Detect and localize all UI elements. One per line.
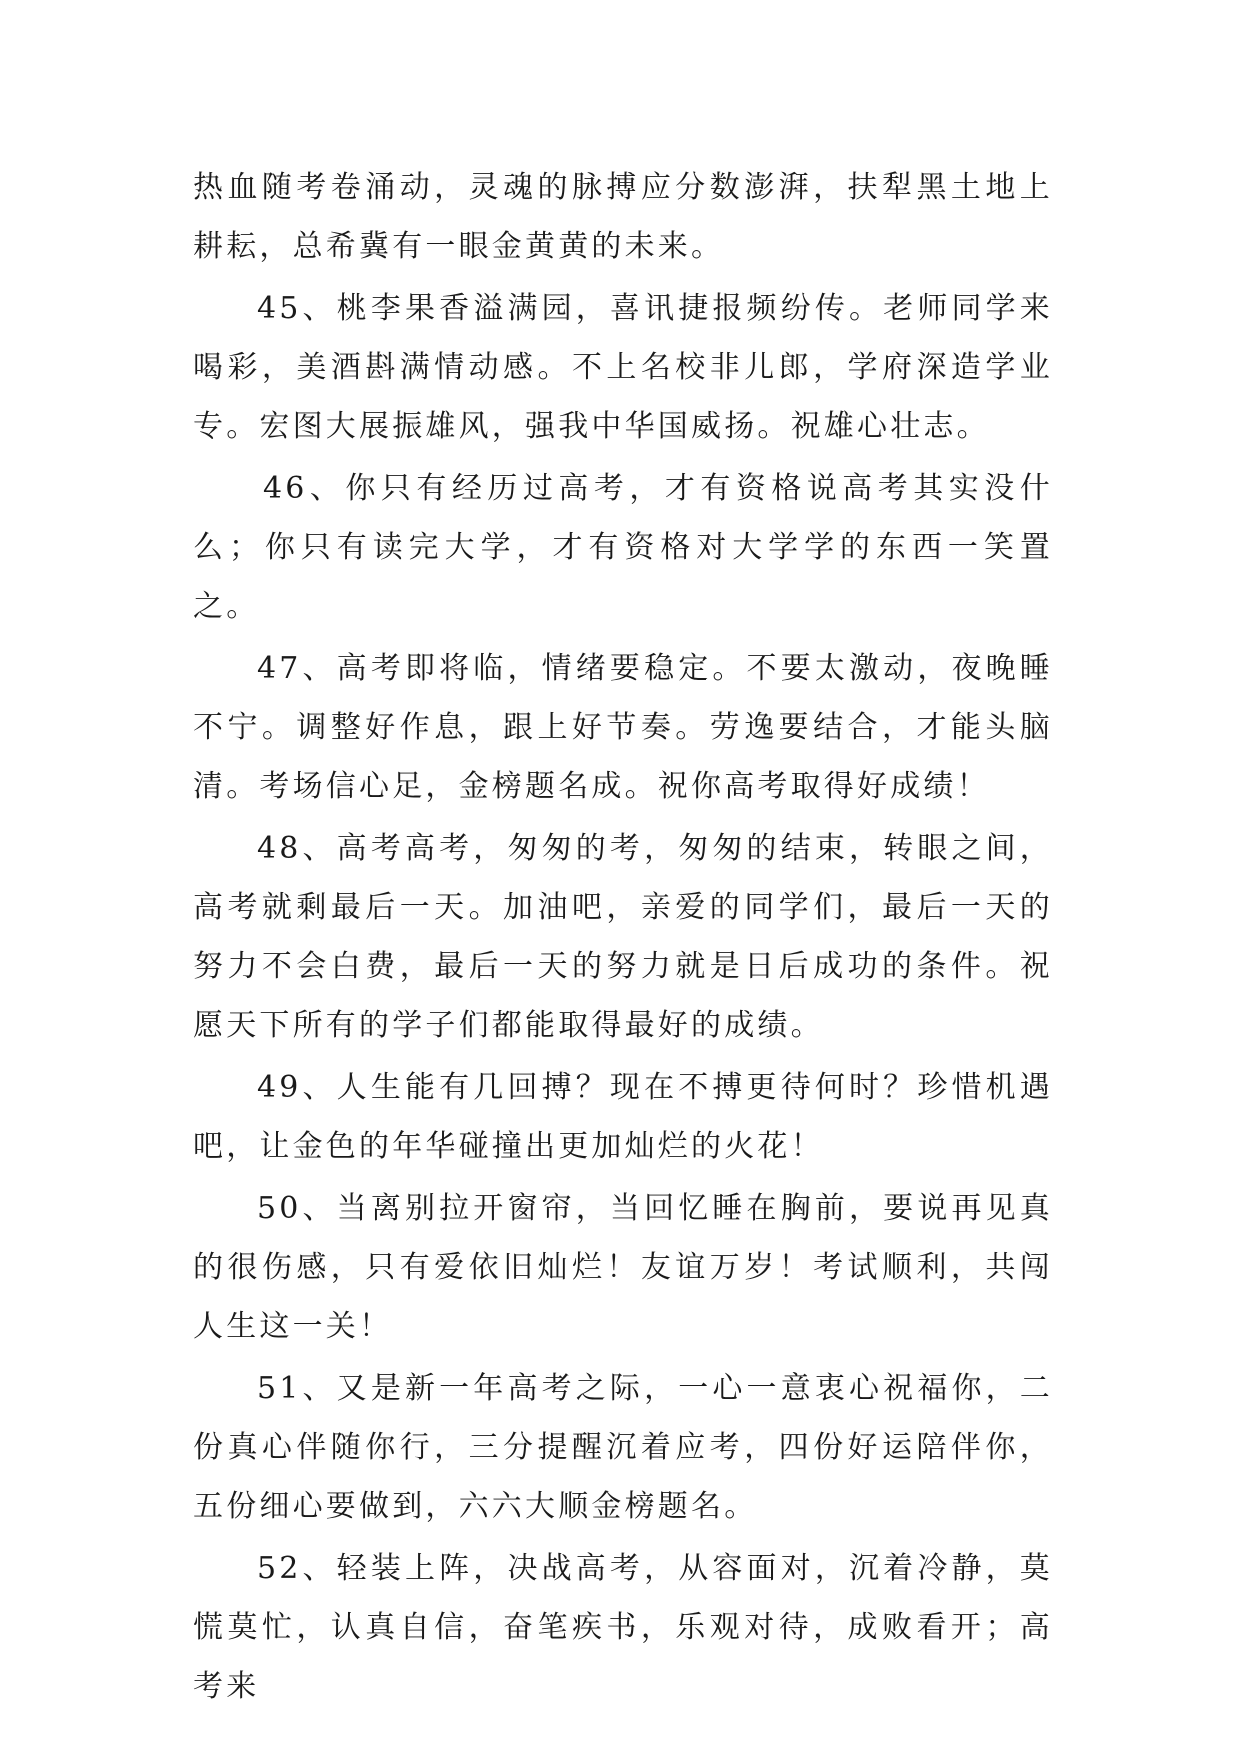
paragraph-continued: 热血随考卷涌动，灵魂的脉搏应分数澎湃，扶犁黑土地上耕耘，总希冀有一眼金黄黄的未来。	[193, 170, 1053, 264]
document-body	[193, 158, 1053, 1719]
paragraph-48: 48、高考高考，匆匆的考，匆匆的结束，转眼之间，高考就剩最后一天。加油吧，亲爱的同学们，最后一天的努力不会白费，最后一天的努力就是日后成功的条件。祝愿天下所有的学子们都能取得最好的成绩。	[193, 831, 1053, 1043]
paragraph-52: 52、轻装上阵，决战高考，从容面对，沉着冷静，莫慌莫忙，认真自信，奋笔疾书，乐观对待，成败看开；高考来	[193, 1551, 1053, 1704]
paragraph-45: 45、桃李果香溢满园，喜讯捷报频纷传。老师同学来喝彩，美酒斟满情动感。不上名校非儿郎，学府深造学业专。宏图大展振雄风，强我中华国威扬。祝雄心壮志。	[193, 291, 1053, 444]
paragraph-47: 47、高考即将临，情绪要稳定。不要太激动，夜晚睡不宁。调整好作息，跟上好节奏。劳逸要结合，才能头脑清。考场信心足，金榜题名成。祝你高考取得好成绩！	[193, 651, 1053, 804]
paragraph-51: 51、又是新一年高考之际，一心一意衷心祝福你，二份真心伴随你行，三分提醒沉着应考，四份好运陪伴你，五份细心要做到，六六大顺金榜题名。	[193, 1371, 1053, 1524]
paragraph-49: 49、人生能有几回搏？现在不搏更待何时？珍惜机遇吧，让金色的年华碰撞出更加灿烂的火花！	[193, 1070, 1053, 1164]
paragraph-46: 46、你只有经历过高考，才有资格说高考其实没什么；你只有读完大学，才有资格对大学学的东西一笑置之。	[193, 471, 1053, 624]
paragraph-50: 50、当离别拉开窗帘，当回忆睡在胸前，要说再见真的很伤感，只有爱依旧灿烂！友谊万岁！考试顺利，共闯人生这一关！	[193, 1191, 1053, 1344]
